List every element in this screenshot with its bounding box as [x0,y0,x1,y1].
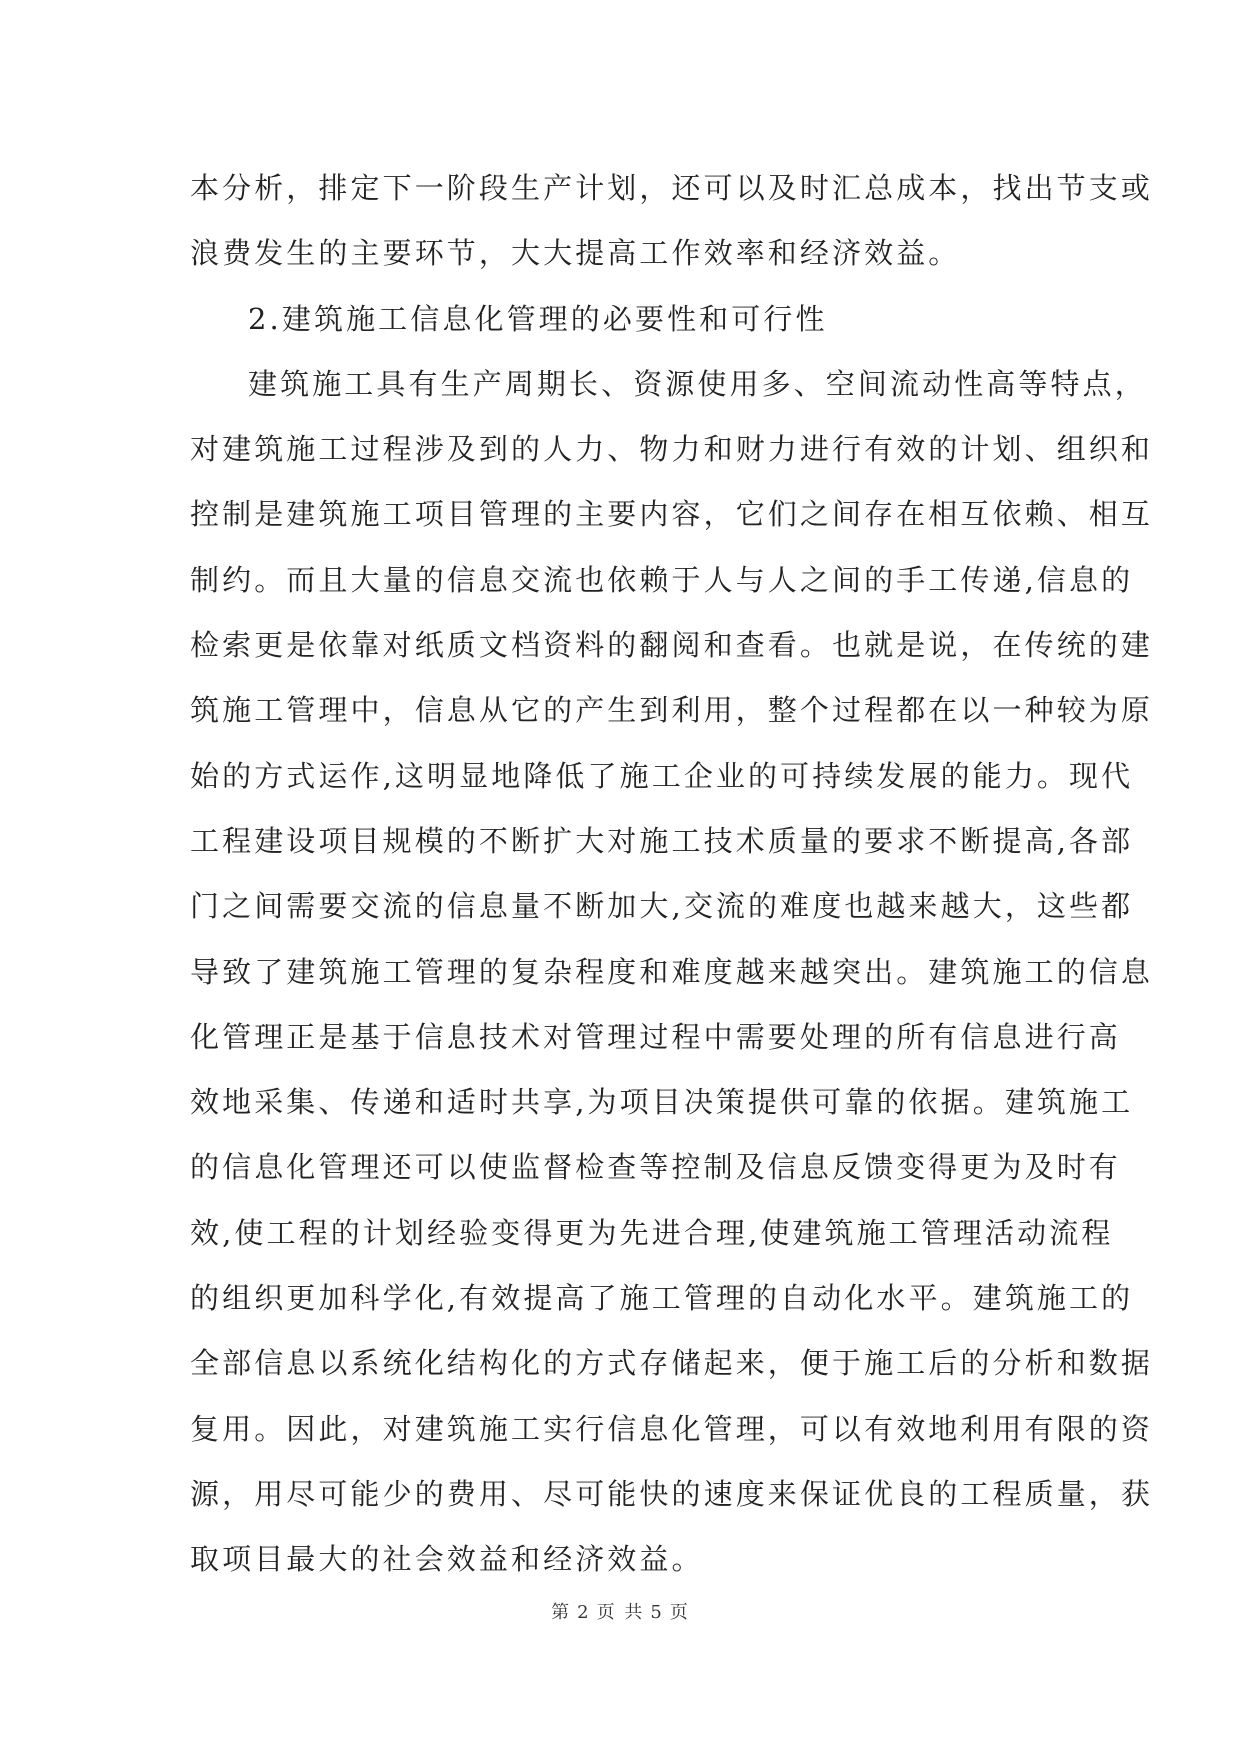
text-line: 门之间需要交流的信息量不断加大,交流的难度也越来越大，这些都 [190,889,1134,924]
text-line: 对建筑施工过程涉及到的人力、物力和财力进行有效的计划、组织和 [190,432,1154,467]
text-line: 本分析，排定下一阶段生产计划，还可以及时汇总成本，找出节支或 [190,171,1154,205]
footer-suffix: 页 [669,1602,690,1623]
section-heading: 2.建筑施工信息化管理的必要性和可行性 [248,301,828,336]
text-line: 全部信息以系统化结构化的方式存储起来，便于施工后的分析和数据 [190,1346,1154,1381]
text-line: 的组织更加科学化,有效提高了施工管理的自动化水平。建筑施工的 [190,1281,1134,1316]
footer-middle: 页 共 [596,1602,645,1623]
current-page-number: 2 [577,1602,591,1623]
footer-prefix: 第 [551,1602,572,1623]
text-line: 化管理正是基于信息技术对管理过程中需要处理的所有信息进行高 [190,1019,1121,1054]
text-line: 浪费发生的主要环节，大大提高工作效率和经济效益。 [190,236,961,271]
text-line: 效地采集、传递和适时共享,为项目决策提供可靠的依据。建筑施工 [190,1085,1134,1120]
text-line: 始的方式运作,这明显地降低了施工企业的可持续发展的能力。现代 [190,758,1134,793]
text-line: 筑施工管理中，信息从它的产生到利用，整个过程都在以一种较为原 [190,693,1154,728]
body-text [190,156,1154,1593]
text-line: 建筑施工具有生产周期长、资源使用多、空间流动性高等特点， [248,366,1147,401]
text-line: 制约。而且大量的信息交流也依赖于人与人之间的手工传递,信息的 [190,562,1134,597]
text-line: 的信息化管理还可以使监督检查等控制及信息反馈变得更为及时有 [190,1150,1121,1185]
text-line: 控制是建筑施工项目管理的主要内容，它们之间存在相互依赖、相互 [190,497,1154,532]
text-line: 源，用尽可能少的费用、尽可能快的速度来保证优良的工程质量，获 [190,1476,1154,1511]
text-line: 导致了建筑施工管理的复杂程度和难度越来越突出。建筑施工的信息 [190,954,1154,989]
page-footer [0,1598,1241,1624]
text-line: 效,使工程的计划经验变得更为先进合理,使建筑施工管理活动流程 [190,1215,1114,1250]
text-line: 复用。因此，对建筑施工实行信息化管理，可以有效地利用有限的资 [190,1411,1154,1446]
text-line: 取项目最大的社会效益和经济效益。 [190,1542,704,1577]
text-line: 工程建设项目规模的不断扩大对施工技术质量的要求不断提高,各部 [190,823,1134,858]
total-page-number: 5 [650,1602,664,1623]
text-line: 检索更是依靠对纸质文档资料的翻阅和查看。也就是说，在传统的建 [190,628,1154,663]
